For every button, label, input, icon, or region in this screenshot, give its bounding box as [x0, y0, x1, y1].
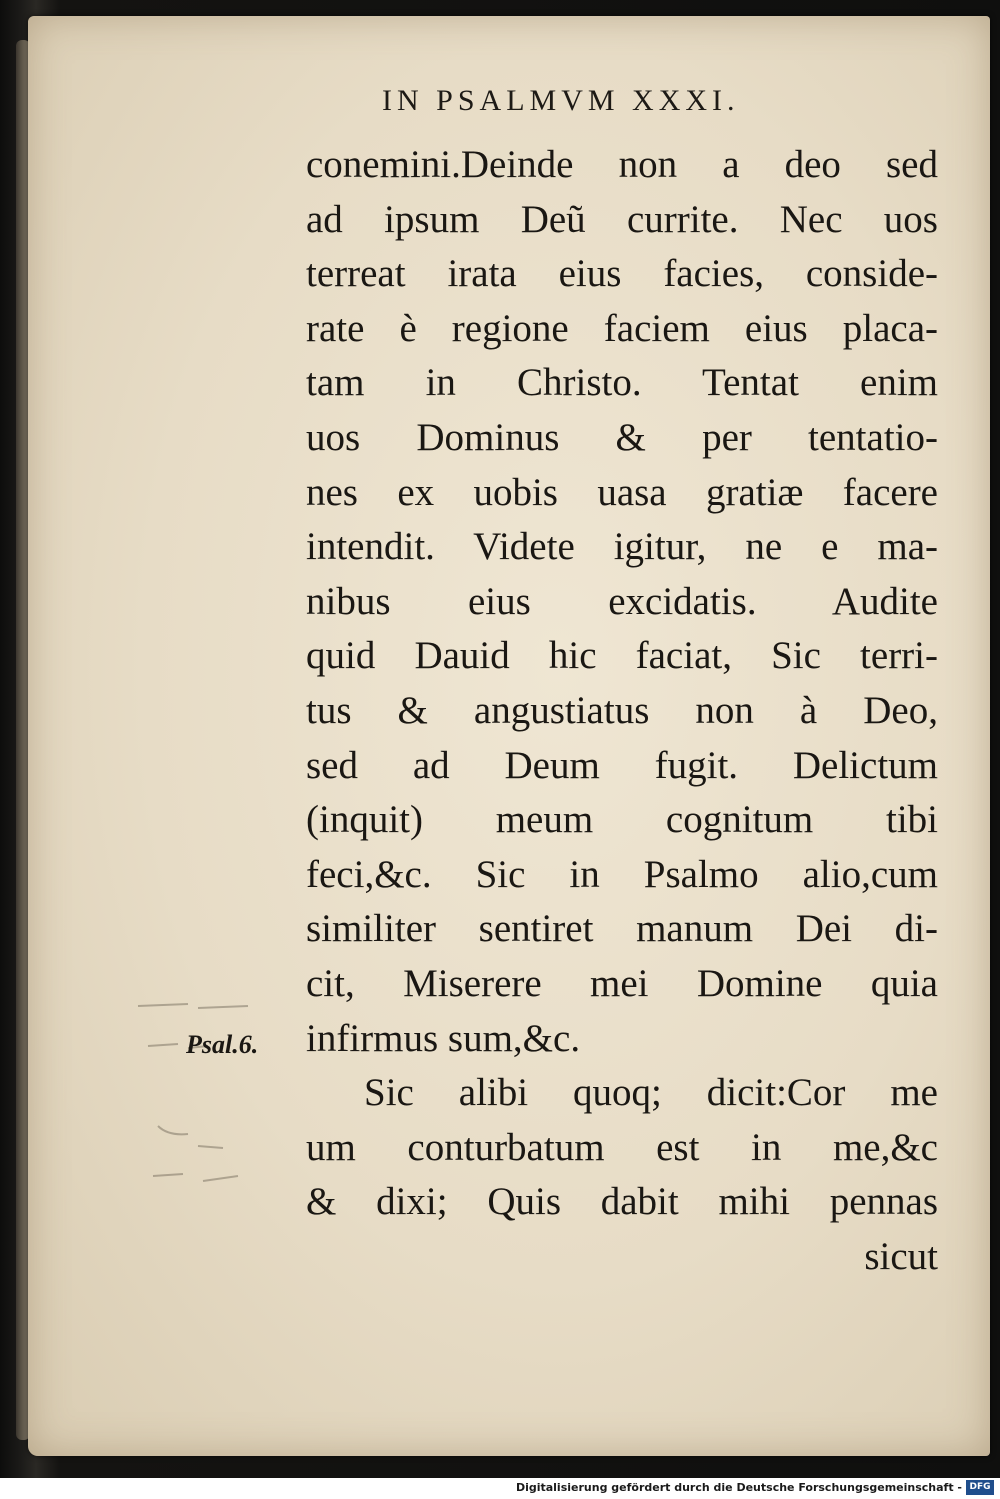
text-line: infirmus sum,&c. [306, 1016, 581, 1060]
text-line: nibus eius excidatis. Audite [306, 579, 938, 623]
text-line: Sic alibi quoq; dicit:Cor me [364, 1071, 938, 1115]
text-line: (inquit) meum cognitum tibi [306, 798, 938, 842]
text-line: terreat irata eius facies, conside- [306, 252, 938, 296]
text-line: tus & angustiatus non à Deo, [306, 688, 938, 732]
body-text [306, 138, 938, 1284]
text-line: conemini.Deinde non a deo sed [306, 143, 938, 186]
dfg-logo: DFG [966, 1480, 994, 1495]
text-line: um conturbatum est in me,&c [306, 1125, 938, 1169]
running-header: IN PSALMVM XXXI. [382, 84, 740, 117]
text-line: ad ipsum Deũ currite. Nec uos [306, 197, 938, 241]
margin-note: Psal.6. [186, 1030, 259, 1059]
funding-credit: Digitalisierung gefördert durch die Deutsche Forschungsgemeinschaft - [515, 1481, 962, 1494]
footer-bar [0, 1478, 1000, 1499]
ink-bleed-through [128, 976, 288, 1216]
text-line: intendit. Videte igitur, ne e ma- [306, 525, 938, 569]
text-line: similiter sentiret manum Dei di- [306, 907, 938, 951]
catchword: sicut [864, 1234, 938, 1278]
text-line: rate è regione faciem eius placa- [306, 306, 938, 350]
text-line: & dixi; Quis dabit mihi pennas [306, 1180, 938, 1224]
text-line: feci,&c. Sic in Psalmo alio,cum [306, 852, 938, 896]
text-line: tam in Christo. Tentat enim [306, 361, 938, 405]
text-line: nes ex uobis uasa gratiæ facere [306, 470, 938, 514]
text-line: sed ad Deum fugit. Delictum [306, 743, 938, 787]
text-line: uos Dominus & per tentatio- [306, 415, 938, 459]
text-line: cit, Miserere mei Domine quia [306, 961, 938, 1005]
text-line: quid Dauid hic faciat, Sic terri- [306, 634, 938, 678]
